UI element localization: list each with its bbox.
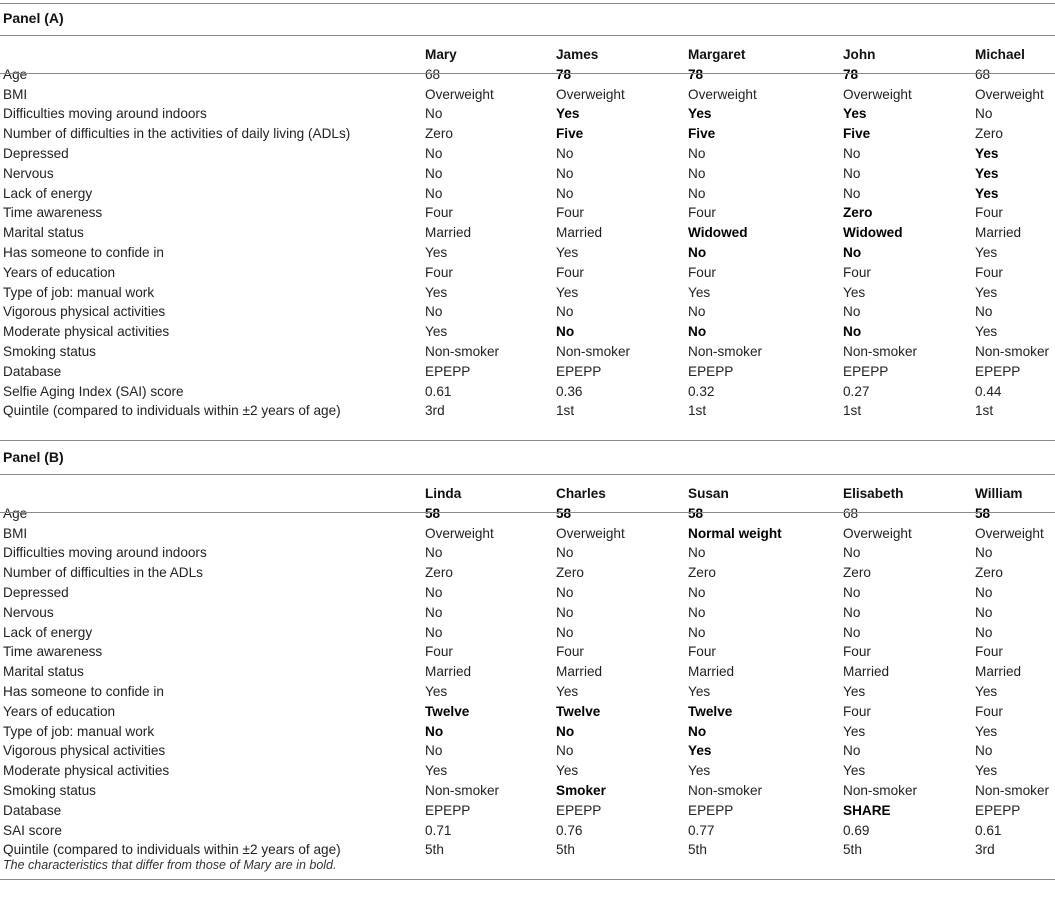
table-cell: No — [556, 304, 574, 320]
table-cell: No — [688, 244, 707, 260]
table-cell: Four — [556, 264, 584, 280]
table-cell: Zero — [425, 126, 453, 142]
table-cell: Non-smoker — [843, 343, 918, 359]
row-label: Depressed — [3, 145, 69, 161]
table-cell: No — [425, 106, 443, 122]
table-cell: Non-smoker — [843, 782, 918, 798]
table-cell: No — [975, 584, 993, 600]
table-row — [0, 263, 1055, 283]
table-cell: 3rd — [425, 403, 445, 419]
table-row — [0, 283, 1055, 303]
table-cell: Yes — [843, 763, 866, 779]
table-cell: 1st — [688, 403, 707, 419]
table-cell: Yes — [556, 106, 580, 122]
panel-a-table — [0, 45, 1055, 421]
table-cell: No — [688, 723, 707, 739]
table-cell: Twelve — [425, 703, 470, 719]
table-cell: No — [425, 723, 444, 739]
row-label: Marital status — [3, 225, 84, 241]
table-row — [0, 722, 1055, 742]
table-cell: Zero — [975, 565, 1003, 581]
table-cell: Four — [425, 264, 453, 280]
table-cell: Five — [688, 126, 716, 142]
table-row — [0, 682, 1055, 702]
table-cell: EPEPP — [843, 363, 889, 379]
table-row — [0, 382, 1055, 402]
table-cell: No — [556, 185, 574, 201]
table-cell: Yes — [425, 763, 448, 779]
table-cell: Yes — [688, 743, 712, 759]
panel-b-col-header: William — [975, 486, 1023, 501]
table-cell: Four — [425, 644, 453, 660]
table-cell: Non-smoker — [556, 343, 631, 359]
row-label: Database — [3, 363, 62, 379]
table-cell: Non-smoker — [688, 782, 763, 798]
table-cell: Five — [556, 126, 584, 142]
table-cell: No — [843, 604, 861, 620]
table-cell: 1st — [975, 403, 994, 419]
table-cell: No — [688, 624, 706, 640]
row-label: Has someone to confide in — [3, 244, 164, 260]
table-cell: Overweight — [843, 525, 912, 541]
table-cell: Normal weight — [688, 525, 782, 541]
table-cell: Four — [688, 264, 716, 280]
table-cell: No — [556, 165, 574, 181]
table-cell: 0.77 — [688, 822, 715, 838]
table-cell: EPEPP — [425, 802, 471, 818]
table-cell: Yes — [425, 284, 448, 300]
row-label: Moderate physical activities — [3, 763, 170, 779]
row-label: Number of difficulties in the activities of daily living (ADLs) — [3, 126, 351, 142]
row-label: Smoking status — [3, 343, 96, 359]
table-cell: 1st — [843, 403, 862, 419]
table-cell: No — [975, 624, 993, 640]
table-cell: No — [975, 604, 993, 620]
table-cell: No — [688, 604, 706, 620]
table-cell: Yes — [975, 145, 999, 161]
table-row — [0, 401, 1055, 421]
table-cell: Smoker — [556, 782, 606, 798]
table-cell: No — [843, 624, 861, 640]
table-row — [0, 504, 1055, 524]
table-cell: Overweight — [556, 86, 625, 102]
panel-a-header-blank — [0, 45, 422, 65]
table-cell: No — [688, 584, 706, 600]
table-cell: No — [556, 743, 574, 759]
table-cell: No — [843, 743, 861, 759]
table-cell: No — [843, 584, 861, 600]
panel-b-bottom-rule — [0, 879, 1055, 880]
table-row — [0, 362, 1055, 382]
table-cell: EPEPP — [425, 363, 471, 379]
top-rule — [0, 3, 1055, 4]
table-cell: Yes — [975, 723, 998, 739]
panel-a-title-rule — [0, 35, 1055, 36]
table-cell: Married — [688, 664, 735, 680]
table-cell: Yes — [975, 324, 998, 340]
table-cell: Yes — [556, 683, 579, 699]
table-cell: Married — [843, 664, 890, 680]
panel-b-header-rule — [0, 512, 1055, 513]
table-row — [0, 821, 1055, 841]
table-cell: No — [975, 743, 993, 759]
table-footnote: The characteristics that differ from those of Mary are in bold. — [3, 858, 337, 872]
table-cell: 58 — [688, 505, 704, 521]
panel-a-col-header: Michael — [975, 47, 1025, 62]
panel-a-col-header: John — [843, 47, 876, 62]
table-cell: No — [556, 145, 574, 161]
table-row — [0, 144, 1055, 164]
table-cell: Yes — [688, 284, 711, 300]
table-cell: Four — [843, 703, 871, 719]
row-label: Time awareness — [3, 644, 103, 660]
row-label: Type of job: manual work — [3, 723, 155, 739]
table-cell: Married — [425, 225, 472, 241]
table-cell: Four — [843, 264, 871, 280]
table-cell: 68 — [843, 505, 859, 521]
table-cell: 5th — [843, 842, 862, 858]
table-row — [0, 65, 1055, 85]
table-cell: No — [556, 545, 574, 561]
table-cell: Yes — [556, 763, 579, 779]
table-cell: No — [843, 185, 861, 201]
panel-b-title: Panel (B) — [3, 449, 64, 465]
table-cell: No — [688, 324, 707, 340]
table-cell: No — [688, 145, 706, 161]
table-cell: 0.44 — [975, 383, 1002, 399]
table-row — [0, 741, 1055, 761]
table-cell: Widowed — [688, 225, 748, 241]
row-label: Years of education — [3, 703, 116, 719]
table-cell: Yes — [425, 244, 448, 260]
table-cell: Four — [688, 205, 716, 221]
table-cell: 0.61 — [425, 383, 452, 399]
table-cell: No — [688, 304, 706, 320]
table-cell: No — [425, 584, 443, 600]
row-label: Moderate physical activities — [3, 324, 170, 340]
table-cell: 0.76 — [556, 822, 583, 838]
table-cell: 0.61 — [975, 822, 1002, 838]
table-cell: No — [425, 165, 443, 181]
table-cell: No — [688, 545, 706, 561]
row-label: Type of job: manual work — [3, 284, 155, 300]
table-cell: 58 — [425, 505, 441, 521]
table-cell: Married — [425, 664, 472, 680]
table-cell: No — [843, 244, 862, 260]
table-cell: Overweight — [425, 86, 494, 102]
table-cell: Four — [556, 205, 584, 221]
table-cell: No — [556, 624, 574, 640]
row-label: Depressed — [3, 584, 69, 600]
table-cell: Yes — [425, 324, 448, 340]
table-cell: Five — [843, 126, 871, 142]
table-cell: Overweight — [556, 525, 625, 541]
table-cell: Yes — [688, 683, 711, 699]
row-label: Lack of energy — [3, 624, 93, 640]
table-cell: Yes — [843, 106, 867, 122]
table-row — [0, 104, 1055, 124]
row-label: Selfie Aging Index (SAI) score — [3, 383, 184, 399]
table-cell: 68 — [975, 66, 991, 82]
table-row — [0, 702, 1055, 722]
row-label: Difficulties moving around indoors — [3, 545, 207, 561]
table-row — [0, 124, 1055, 144]
table-cell: Married — [556, 225, 603, 241]
table-cell: No — [975, 106, 993, 122]
table-cell: Yes — [975, 185, 999, 201]
panel-b-title-rule — [0, 474, 1055, 475]
row-label: Smoking status — [3, 782, 96, 798]
panel-a-bottom-rule — [0, 440, 1055, 441]
table-cell: Non-smoker — [688, 343, 763, 359]
table-row — [0, 781, 1055, 801]
table-row — [0, 583, 1055, 603]
row-label: Time awareness — [3, 205, 103, 221]
table-cell: No — [425, 624, 443, 640]
table-row — [0, 223, 1055, 243]
table-cell: Non-smoker — [425, 343, 500, 359]
table-cell: No — [425, 304, 443, 320]
panel-a-col-header: Margaret — [688, 47, 746, 62]
table-cell: No — [688, 165, 706, 181]
table-cell: Zero — [975, 126, 1003, 142]
table-cell: Overweight — [425, 525, 494, 541]
table-cell: Yes — [688, 763, 711, 779]
table-cell: Yes — [975, 763, 998, 779]
panel-a-header-row — [0, 45, 1055, 65]
panel-a-title: Panel (A) — [3, 10, 64, 26]
table-cell: Overweight — [688, 86, 757, 102]
table-cell: EPEPP — [975, 363, 1021, 379]
table-cell: 58 — [975, 505, 991, 521]
table-cell: Non-smoker — [975, 343, 1050, 359]
table-cell: No — [843, 145, 861, 161]
table-cell: Yes — [975, 165, 999, 181]
row-label: Age — [3, 505, 28, 521]
table-cell: No — [556, 604, 574, 620]
table-cell: Married — [975, 225, 1022, 241]
table-row — [0, 801, 1055, 821]
table-row — [0, 302, 1055, 322]
table-cell: No — [843, 165, 861, 181]
table-cell: 5th — [556, 842, 575, 858]
table-cell: No — [843, 324, 862, 340]
table-cell: No — [425, 545, 443, 561]
table-cell: Yes — [556, 244, 579, 260]
table-cell: 0.71 — [425, 822, 452, 838]
table-cell: 78 — [843, 66, 859, 82]
row-label: Years of education — [3, 264, 116, 280]
panel-b-col-header: Susan — [688, 486, 729, 501]
table-cell: EPEPP — [688, 802, 734, 818]
table-cell: 78 — [688, 66, 704, 82]
table-row — [0, 662, 1055, 682]
table-cell: Zero — [556, 565, 584, 581]
table-cell: 5th — [688, 842, 707, 858]
table-cell: No — [688, 185, 706, 201]
table-cell: 68 — [425, 66, 441, 82]
row-label: Number of difficulties in the ADLs — [3, 565, 203, 581]
row-label: BMI — [3, 86, 28, 102]
table-cell: Overweight — [975, 86, 1044, 102]
table-cell: Married — [975, 664, 1022, 680]
panel-b-body — [0, 504, 1055, 860]
table-row — [0, 243, 1055, 263]
table-cell: Four — [843, 644, 871, 660]
table-cell: EPEPP — [975, 802, 1021, 818]
table-cell: No — [556, 723, 575, 739]
panel-b-table — [0, 484, 1055, 860]
row-label: BMI — [3, 525, 28, 541]
row-label: Vigorous physical activities — [3, 304, 166, 320]
panel-a-col-header: James — [556, 47, 599, 62]
table-row — [0, 85, 1055, 105]
table-row — [0, 603, 1055, 623]
table-row — [0, 322, 1055, 342]
table-row — [0, 342, 1055, 362]
table-cell: Twelve — [688, 703, 733, 719]
panel-b-col-header: Elisabeth — [843, 486, 904, 501]
row-label: SAI score — [3, 822, 62, 838]
table-row — [0, 524, 1055, 544]
table-cell: EPEPP — [556, 363, 602, 379]
table-cell: Overweight — [843, 86, 912, 102]
table-cell: Four — [556, 644, 584, 660]
panel-b-header-row — [0, 484, 1055, 504]
table-row — [0, 543, 1055, 563]
table-cell: No — [425, 185, 443, 201]
table-cell: Widowed — [843, 225, 903, 241]
row-label: Database — [3, 802, 62, 818]
table-row — [0, 184, 1055, 204]
table-cell: Four — [425, 205, 453, 221]
table-cell: No — [425, 743, 443, 759]
table-cell: No — [843, 545, 861, 561]
table-cell: Yes — [556, 284, 579, 300]
table-cell: No — [975, 545, 993, 561]
table-cell: 0.32 — [688, 383, 715, 399]
table-cell: Married — [556, 664, 603, 680]
table-cell: Yes — [425, 683, 448, 699]
table-row — [0, 563, 1055, 583]
table-cell: No — [425, 145, 443, 161]
table-cell: 5th — [425, 842, 444, 858]
table-cell: 0.69 — [843, 822, 870, 838]
row-label: Marital status — [3, 664, 84, 680]
table-cell: Four — [975, 205, 1003, 221]
table-cell: Overweight — [975, 525, 1044, 541]
table-cell: Four — [975, 644, 1003, 660]
panel-a-header-rule — [0, 73, 1055, 74]
table-cell: Non-smoker — [975, 782, 1050, 798]
table-cell: Four — [975, 264, 1003, 280]
table-cell: No — [843, 304, 861, 320]
table-row — [0, 642, 1055, 662]
table-row — [0, 164, 1055, 184]
row-label: Has someone to confide in — [3, 683, 164, 699]
panel-b-col-header: Linda — [425, 486, 462, 501]
table-cell: Zero — [688, 565, 716, 581]
table-cell: Yes — [688, 106, 712, 122]
table-cell: Yes — [843, 683, 866, 699]
panel-b-col-header: Charles — [556, 486, 606, 501]
table-cell: Yes — [843, 723, 866, 739]
panel-b-header-blank — [0, 484, 422, 504]
table-cell: Zero — [425, 565, 453, 581]
table-cell: Four — [975, 703, 1003, 719]
panel-a-body — [0, 65, 1055, 421]
table-cell: 3rd — [975, 842, 995, 858]
table-row — [0, 203, 1055, 223]
row-label: Quintile (compared to individuals within ±2 years of age) — [3, 842, 341, 858]
table-cell: No — [556, 584, 574, 600]
table-cell: 78 — [556, 66, 572, 82]
table-cell: 58 — [556, 505, 572, 521]
row-label: Vigorous physical activities — [3, 743, 166, 759]
table-cell: Zero — [843, 205, 873, 221]
table-cell: Zero — [843, 565, 871, 581]
panel-a-col-header: Mary — [425, 47, 457, 62]
table-cell: No — [975, 304, 993, 320]
table-cell: 1st — [556, 403, 575, 419]
table-cell: No — [425, 604, 443, 620]
row-label: Nervous — [3, 165, 54, 181]
table-cell: EPEPP — [556, 802, 602, 818]
row-label: Nervous — [3, 604, 54, 620]
table-cell: 0.27 — [843, 383, 870, 399]
table-row — [0, 761, 1055, 781]
row-label: Age — [3, 66, 28, 82]
table-cell: Non-smoker — [425, 782, 500, 798]
row-label: Quintile (compared to individuals within ±2 years of age) — [3, 403, 341, 419]
table-cell: Yes — [843, 284, 866, 300]
table-cell: Yes — [975, 244, 998, 260]
table-cell: SHARE — [843, 802, 891, 818]
table-cell: 0.36 — [556, 383, 583, 399]
table-cell: EPEPP — [688, 363, 734, 379]
row-label: Difficulties moving around indoors — [3, 106, 207, 122]
table-cell: Twelve — [556, 703, 601, 719]
table-cell: No — [556, 324, 575, 340]
table-row — [0, 623, 1055, 643]
row-label: Lack of energy — [3, 185, 93, 201]
table-cell: Yes — [975, 284, 998, 300]
table-cell: Yes — [975, 683, 998, 699]
table-cell: Four — [688, 644, 716, 660]
